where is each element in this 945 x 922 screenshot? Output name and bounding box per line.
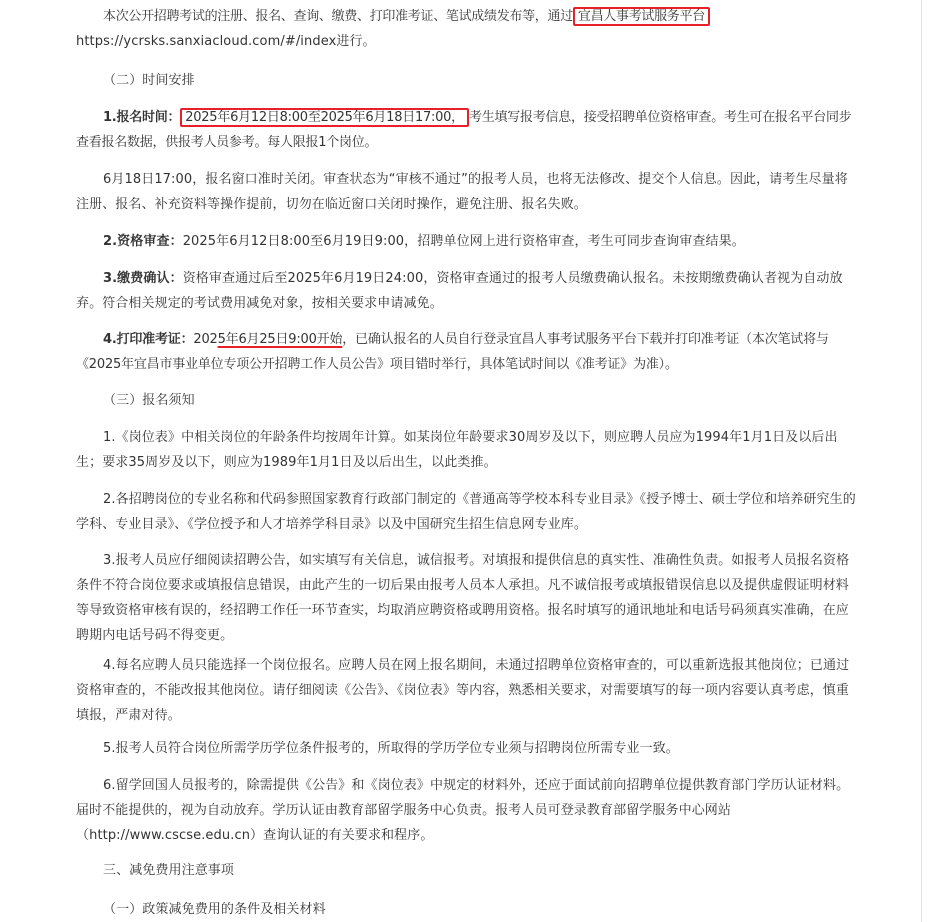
notice-item-2: 2.各招聘岗位的专业名称和代码参照国家教育行政部门制定的《普通高等学校本科专业目录》《授予博士、硕士学位和培养研究生的学科、专业目录》、《学位授予和人才培养学科目录》以及中国研究生招生信息网专业库。 (76, 492, 856, 532)
notice-item-5: 5.报考人员符合岗位所需学历学位条件报考的，所取得的学历学位专业须与招聘岗位所需专业一致。 (103, 741, 679, 756)
window-close-paragraph: 6月18日17:00，报名窗口准时关闭。审查状态为“审核不通过”的报考人员，也将无法修改、提交个人信息。因此，请考生尽量将注册、报名、补充资料等操作提前，切勿在临近窗口关闭时操作，避免注册、报名失败。 (76, 172, 848, 212)
section-notice-heading: （三）报名须知 (103, 393, 195, 408)
notice-item-6: 6.留学回国人员报考的，除需提供《公告》和《岗位表》中规定的材料外，还应于面试前向招聘单位提供教育部门学历认证材料。届时不能提供的，视为自动放弃。学历认证由教育部留学服务中心负责。报考人员可登录教育部留学服务中心网站 （http://www.cscse.edu.cn）查询认证的有关要求和程序。 (76, 773, 860, 848)
registration-time-paragraph: 1.报名时间： 2025年6月12日8:00至2025年6月18日17:00， 考生填写报考信息，接受招聘单位资格审查。考生可在报名平台同步查看报名数据，供报考人员参考。每人限报1个岗位。 (76, 110, 852, 150)
platform-url[interactable]: https://ycrsks.sanxiacloud.com/#/index进行。 (76, 34, 376, 49)
notice-item-4: 4.每名应聘人员只能选择一个岗位报名。应聘人员在网上报名期间，未通过招聘单位资格审查的，可以重新选报其他岗位；已通过资格审查的，不能改报其他岗位。请仔细阅读《公告》、《岗位表》等内容，熟悉相关要求，对需要填写的每一项内容要认真考虑，慎重填报，严肃对待。 (76, 658, 850, 723)
scrollbar-divider (921, 0, 922, 922)
payment-paragraph: 3.缴费确认：资格审查通过后至2025年6月19日24:00，资格审查通过的报考人员缴费确认报名。未按期缴费确认者视为自动放弃。符合相关规定的考试费用减免对象，按相关要求申请减免。 (76, 271, 843, 311)
section-time-heading: （二）时间安排 (103, 73, 195, 88)
cscse-link-line[interactable]: （http://www.cscse.edu.cn）查询认证的有关要求和程序。 (76, 828, 434, 843)
qualification-review-paragraph: 2.资格审查：2025年6月12日8:00至6月19日9:00，招聘单位网上进行资格审查，考生可同步查询审查结果。 (103, 234, 745, 249)
notice-item-3: 3.报考人员应仔细阅读招聘公告，如实填写有关信息，诚信报考。对填报和提供信息的真实性、准确性负责。如报考人员报名资格条件不符合岗位要求或填报信息错误，由此产生的一切后果由报考人员本人承担。凡不诚信报考或填报错误信息以及提供虚假证明材料等导致资格审核有误的，经招聘工作任一环节查实，均取消应聘资格或聘用资格。报名时填写的通讯地址和电话号码须真实准确，在应聘期内电话号码不得变更。 (76, 553, 850, 643)
notice-item-1: 1.《岗位表》中相关岗位的年龄条件均按周年计算。如某岗位年龄要求30周岁及以下，则应聘人员应为1994年1月1日及以后出生；要求35周岁及以下，则应为1989年1月1日及以后出生，以此类推。 (76, 430, 838, 470)
platform-paragraph: 本次公开招聘考试的注册、报名、查询、缴费、打印准考证、笔试成绩发布等，通过 宜昌人事考试服务平台 https://ycrsks.sanxiacloud.com/#/index进行。 (76, 4, 860, 54)
highlight-registration-time: 2025年6月12日8:00至2025年6月18日17:00， (180, 108, 469, 127)
highlight-platform-name: 宜昌人事考试服务平台 (573, 7, 710, 26)
section-fee-heading: 三、减免费用注意事项 (103, 863, 235, 878)
fee-subsection-heading: （一）政策减免费用的条件及相关材料 (103, 902, 326, 917)
highlight-print-date: 5年6月25日9:00开始 (217, 332, 343, 347)
admission-ticket-paragraph: 4.打印准考证：2025年6月25日9:00开始，已确认报名的人员自行登录宜昌人事考试服务平台下载并打印准考证（本次笔试将与《2025年宜昌市事业单位专项公开招聘工作人员公告》项目错时举行，具体笔试时间以《准考证》为准）。 (76, 332, 829, 372)
